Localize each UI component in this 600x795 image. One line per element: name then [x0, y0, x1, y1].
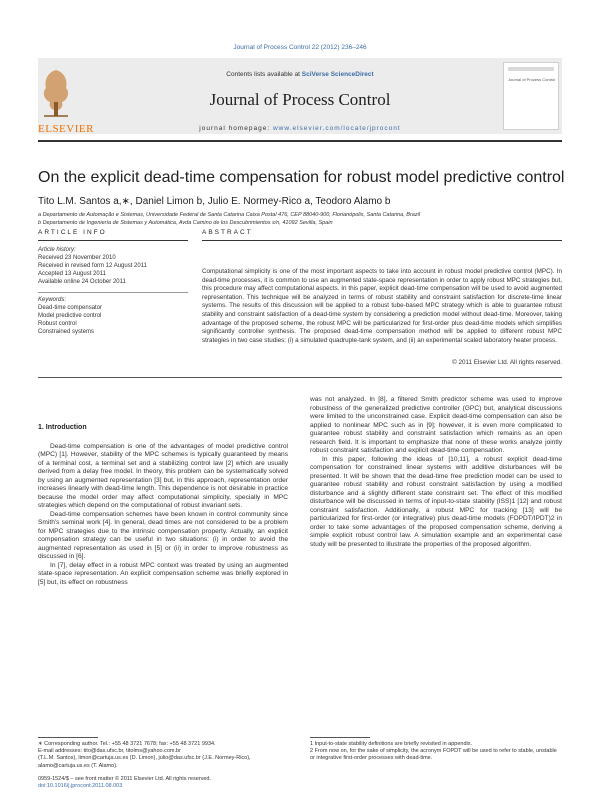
- journal-homepage: [110, 125, 490, 132]
- homepage-link[interactable]: www.elsevier.com/locate/jprocont: [272, 125, 401, 132]
- history-online: Available online 24 October 2011: [38, 279, 126, 285]
- footnote-rule-right: [310, 737, 370, 738]
- keyword-item: Constrained systems: [38, 329, 95, 335]
- info-top-rule: [38, 240, 188, 241]
- affiliation-b: b Departamento de Ingeniería de Sistemas y Automática, Avda Camino de los Descubrimientos s/n, 41092 Sevilla, Spain: [38, 220, 333, 226]
- history-accepted: Accepted 13 August 2011: [38, 271, 106, 277]
- intro-paragraph: In [7], delay effect in a robust MPC context was treated by using an augmented state-space representation. An explicit compensation scheme was briefly explored in [5] but, its effect on robustness: [38, 561, 288, 586]
- keyword-item: Robust control: [38, 321, 77, 327]
- contents-prefix: Contents lists available at: [226, 71, 302, 78]
- section-heading: 1. Introduction: [38, 424, 87, 431]
- keywords-block: [38, 296, 188, 336]
- intro-right-column: [310, 396, 562, 549]
- homepage-prefix: journal homepage:: [199, 125, 273, 132]
- publisher-name: ELSEVIER: [38, 123, 94, 135]
- footnote-1: 1 Input-to-state stability definitions are briefly revisited in appendix.: [310, 741, 473, 747]
- contents-line: [110, 71, 490, 78]
- abstract-heading: ABSTRACT: [202, 229, 253, 236]
- history-label: Article history:: [38, 247, 76, 253]
- footnote-2: 2 From now on, for the sake of simplicity, the acronym FOPDT will be used to refer to stable, unstable or integrative first-order processes with dead-time.: [310, 748, 557, 762]
- journal-reference: Journal of Process Control 22 (2012) 236–246: [233, 44, 367, 51]
- abstract-top-rule: [202, 240, 562, 241]
- intro-paragraph: In this paper, following the ideas of [10,11], a robust explicit dead-time compensation for constrained linear systems with additive disturbances will be presented. It will be shown that the dead-time free prediction model can be used to guarantee robust stability and robust constraint satisfaction by using a modified disturbance and a slightly different state constraint set. The effect of this modified disturbance will be discussed in terms of input-to-state stability (ISS)1 [12] and robust constraint satisfaction. Additionally, a robust MPC for tracking [13] will be particularized for first-order (or integrative) plus dead-time models (FOPDT/IPDT)2 in order to take some advantages of the proposed compensation scheme, deriving a simple explicit robust control law. A simulation example and an experimental case study will be presented to illustrate the properties of the proposed algorithm.: [310, 455, 562, 548]
- keyword-item: Dead-time compensator: [38, 305, 103, 311]
- footnote-line: alamo@cartuja.us.es (T. Alamo).: [38, 762, 118, 769]
- right-footnotes: [310, 741, 562, 763]
- journal-title: Journal of Process Control: [209, 90, 391, 109]
- intro-left-column: [38, 424, 288, 587]
- abstract-text: Computational simplicity is one of the most important aspects to take into account in robust model predictive control (MPC). In dead-time processes, it is common to use an augmented state-space representation in order to apply robust MPC strategies but, this procedure may affect computational aspects. In this paper, explicit dead-time compensation will be used to avoid augmented representation. This technique will be analyzed in terms of robust stability and constraint satisfaction for discrete-time linear systems. The results of this discussion will be applied to a robust tube-based MPC strategy which is able to guarantee robust stability and constraint satisfaction of a dead-time system by considering a prediction model without dead-time. Moreover, taking advantage of the proposed scheme, the robust MPC will be particularized for first-order plus dead-time models which simplifies significantly controller synthesis. The proposed dead-time compensation method will be applied to different robust MPC strategies in two case studies: (i) a simulated quadruple-tank system, and (ii) an experimental scaled laboratory heater process.: [202, 268, 562, 344]
- cover-band: [508, 67, 554, 71]
- front-matter-notice: [38, 776, 288, 790]
- journal-cover-thumbnail: [503, 62, 559, 130]
- author-list: Tito L.M. Santos a,∗, Daniel Limon b, Julio E. Normey-Rico a, Teodoro Alamo b: [38, 196, 391, 207]
- intro-paragraph: Dead-time compensation is one of the advantages of model predictive control (MPC) [1]. However, stability of the MPC schemes is typically guaranteed by means of a terminal cost, a terminal set and a stabilizing control law [2] which are usually derived from a delay free model. In theory, this problem can be systematically solved by using an augmented representation [3] but, in this approach, representation order increases linearly with dead-time length. This dependence is not desirable in practice because the model order may affect computational simplicity, specially in MPC strategies which depend on the computational of robust invariant sets.: [38, 442, 288, 509]
- affiliation-a: a Departamento de Automação e Sistemas, Universidade Federal de Santa Catarina Caixa Postal 476, CEP 88040-900, Florianópolis, Santa Catarina, Brazil: [38, 212, 421, 218]
- keywords-label: Keywords:: [38, 297, 67, 303]
- abstract-copyright: © 2011 Elsevier Ltd. All rights reserved.: [452, 359, 562, 366]
- elsevier-tree-logo: [38, 62, 74, 128]
- issn-line: 0959-1524/$ – see front matter © 2011 Elsevier Ltd. All rights reserved.: [38, 776, 212, 782]
- doi-link[interactable]: doi:10.1016/j.jprocont.2011.08.003: [38, 783, 123, 790]
- footnote-line: E-mail addresses: tito@das.ufsc.br, titolms@yahoo.com.br: [38, 748, 181, 755]
- body-top-rule: [38, 377, 562, 378]
- footnote-line: ∗ Corresponding author. Tel.: +55 48 3721 7678; fax: +55 48 3721 9934.: [38, 741, 216, 747]
- article-info-heading: ARTICLE INFO: [38, 229, 107, 236]
- history-received: Received 23 November 2010: [38, 255, 116, 261]
- header-divider: [38, 140, 562, 142]
- footnote-rule-left: [38, 737, 98, 738]
- intro-paragraph: was not analyzed. In [8], a filtered Smith predictor scheme was used to improve robustness of the generalized predictive controller (GPC) but, analytical discussions were limited to the unconstrained case. Explicit dead-time compensation can also be applied to nonlinear MPC such as in [9]; however, it is even more complicated to guarantee robust stability and constraint satisfaction which remains as an open research field. It is important to emphasize that none of these works analyze jointly robust constraint satisfaction and explicit dead-time compensation.: [310, 396, 562, 454]
- article-history: [38, 246, 188, 286]
- sciencedirect-link[interactable]: SciVerse ScienceDirect: [301, 71, 374, 78]
- keyword-item: Model predictive control: [38, 313, 102, 319]
- history-revised: Received in revised form 12 August 2011: [38, 263, 147, 269]
- paper-title: On the explicit dead-time compensation for robust model predictive control: [38, 169, 565, 186]
- cover-label: Journal of Process Control: [508, 77, 556, 82]
- footnote-line: (T.L.M. Santos), limon@cartuja.us.es (D. Limon), julio@das.ufsc.br (J.E. Normey-Rico),: [38, 755, 251, 762]
- corresponding-author-footnote: [38, 741, 288, 770]
- info-mid-rule: [38, 292, 188, 293]
- intro-paragraph: Dead-time compensation schemes have been known in control community since Smith's seminal work [4]. In general, dead times are not considered to be a problem for MPC strategies due to the intrinsic compensation property. Actually, an explicit compensation strategy can be useful in two situations: (i) in order to avoid the augmented representation as used in [5] or (ii) in order to improve robustness as discussed in [6].: [38, 510, 288, 560]
